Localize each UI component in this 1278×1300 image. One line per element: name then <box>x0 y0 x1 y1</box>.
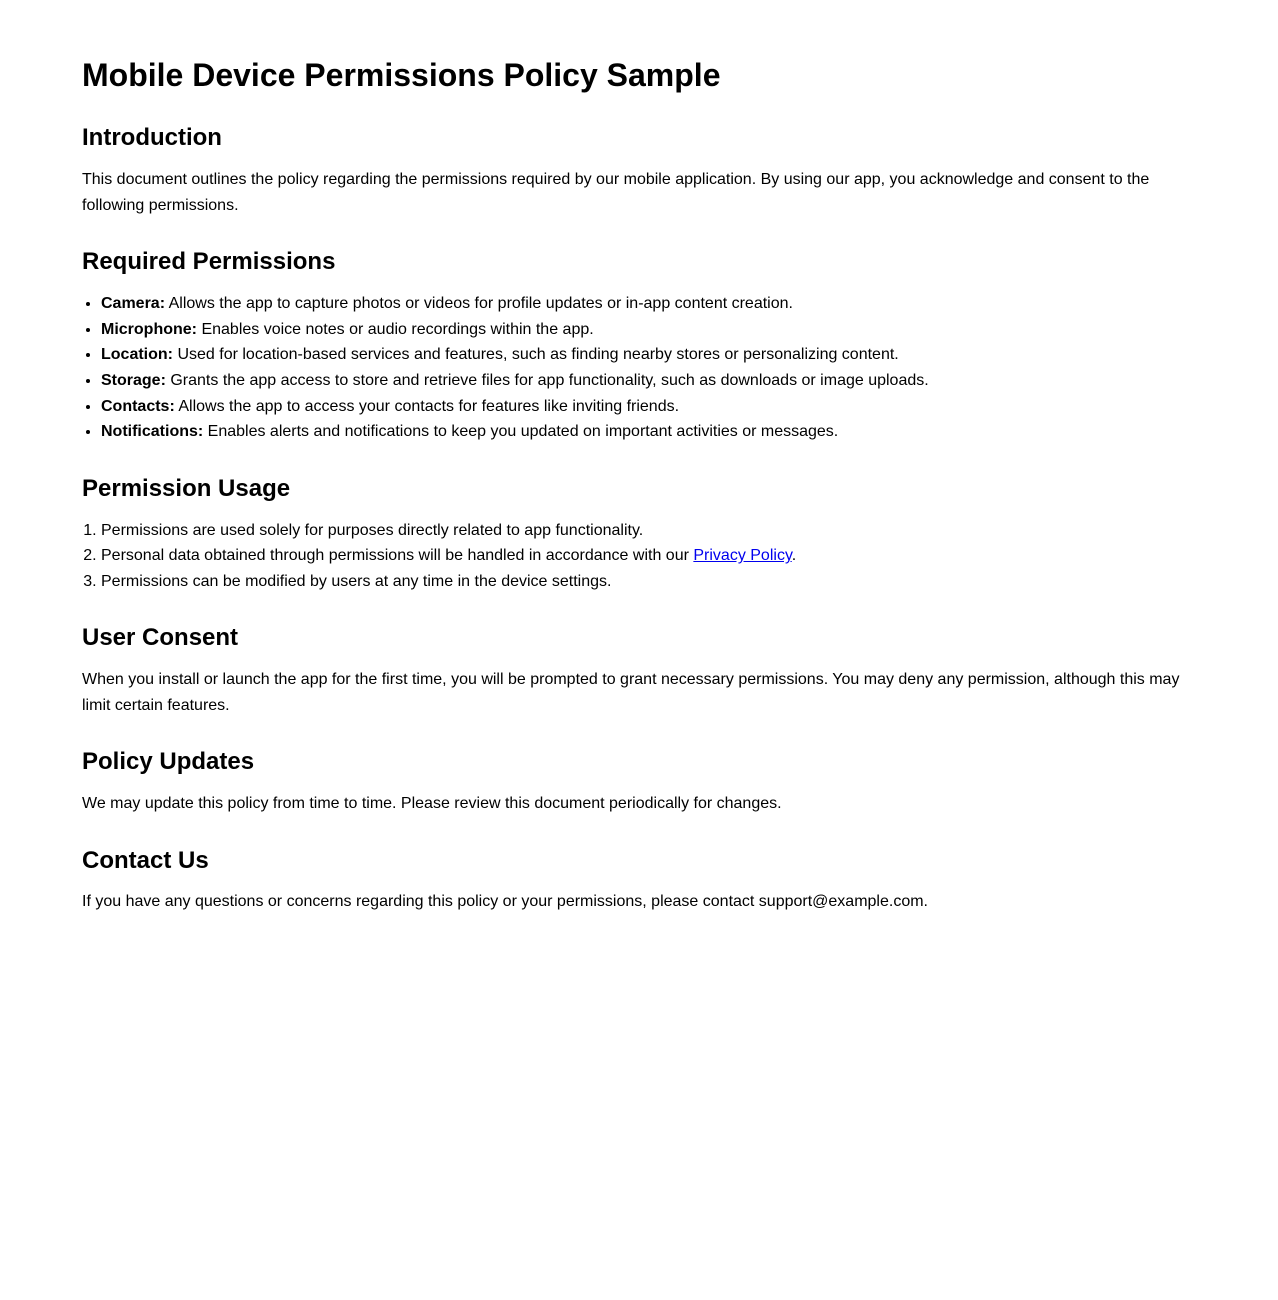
user-consent-heading: User Consent <box>82 624 239 652</box>
permission-term: Camera: <box>101 295 166 313</box>
permission-term: Contacts: <box>101 397 175 415</box>
permission-term: Microphone: <box>101 320 197 338</box>
introduction-heading: Introduction <box>82 124 222 152</box>
policy-updates-text: We may update this policy from time to time. Please review this document periodically for changes. <box>82 795 782 813</box>
permission-description: Allows the app to capture photos or videos for profile updates or in-app content creation. <box>165 295 793 313</box>
permission-description: Grants the app access to store and retrieve files for app functionality, such as downloads or image uploads. <box>165 371 929 389</box>
list-item <box>101 342 1196 368</box>
permission-term: Storage: <box>101 371 166 389</box>
user-consent-text: When you install or launch the app for the first time, you will be prompted to grant necessary permissions. You may deny any permission, although this may limit certain features. <box>82 671 1180 714</box>
permission-description: Enables voice notes or audio recordings within the app. <box>197 320 594 338</box>
page-title: Mobile Device Permissions Policy Sample <box>82 57 721 93</box>
permission-description: Enables alerts and notifications to keep you updated on important activities or messages. <box>203 423 839 441</box>
required-permissions-list <box>82 291 1196 445</box>
policy-updates-heading: Policy Updates <box>82 748 255 776</box>
list-item <box>101 569 1196 595</box>
permission-usage-heading: Permission Usage <box>82 474 291 502</box>
list-item <box>101 291 1196 317</box>
required-permissions-heading: Required Permissions <box>82 248 336 276</box>
permission-description: Allows the app to access your contacts for features like inviting friends. <box>174 397 680 415</box>
usage-text: Permissions are used solely for purposes directly related to app functionality. <box>101 521 644 539</box>
introduction-text: This document outlines the policy regarding the permissions required by our mobile application. By using our app, you acknowledge and consent to the following permissions. <box>82 171 1150 214</box>
list-item <box>101 317 1196 343</box>
usage-text-suffix: . <box>791 547 797 565</box>
usage-text: Personal data obtained through permissions will be handled in accordance with our <box>101 547 694 565</box>
list-item <box>101 518 1196 544</box>
list-item <box>101 394 1196 420</box>
list-item <box>101 368 1196 394</box>
permission-term: Location: <box>101 346 173 364</box>
permission-description: Used for location-based services and features, such as finding nearby stores or personalizing content. <box>173 346 899 364</box>
usage-text: Permissions can be modified by users at any time in the device settings. <box>101 572 612 590</box>
permission-usage-list <box>82 518 1196 595</box>
privacy-policy-link[interactable]: Privacy Policy <box>693 547 792 565</box>
list-item <box>101 543 1196 569</box>
permission-term: Notifications: <box>101 423 204 441</box>
list-item <box>101 419 1196 445</box>
contact-heading: Contact Us <box>82 846 209 874</box>
contact-text: If you have any questions or concerns regarding this policy or your permissions, please contact support@example.com. <box>82 893 928 911</box>
